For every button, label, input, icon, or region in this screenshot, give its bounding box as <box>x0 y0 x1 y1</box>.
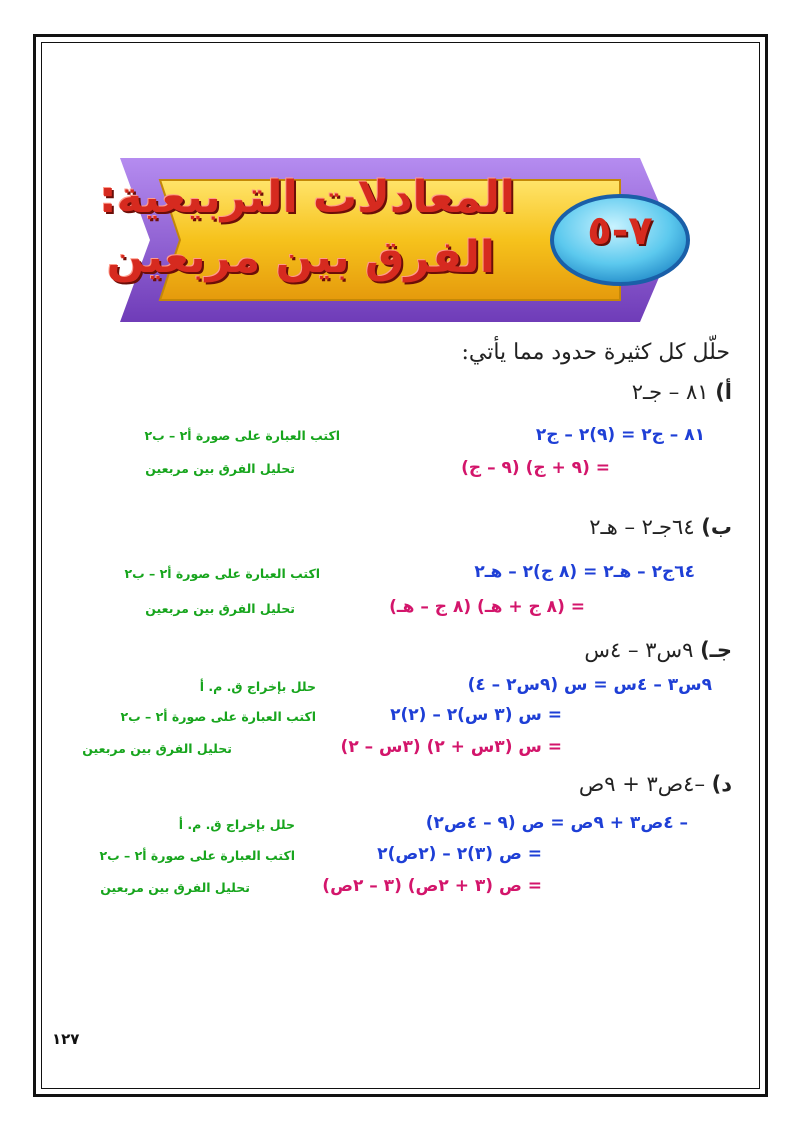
problem-d-note-1: حلل بإخراج ق. م. أ <box>178 817 295 832</box>
problem-c-note-3: تحليل الفرق بين مربعين <box>82 741 232 756</box>
problem-a-note-1: اكتب العبارة على صورة أ٢ – ب٢ <box>144 428 340 443</box>
problem-b-expression: ٦٤جـ٢ – هـ٢ <box>589 515 695 539</box>
problem-a-heading <box>632 380 732 404</box>
problem-c-label: جـ) <box>700 638 732 662</box>
problem-b-note-2: تحليل الفرق بين مربعين <box>145 601 295 616</box>
lesson-title-line1: المعادلات التربيعية: <box>99 172 515 223</box>
problem-a-note-2: تحليل الفرق بين مربعين <box>145 461 295 476</box>
problem-c-heading <box>584 638 732 662</box>
problem-a-step-1: ٨١ – ج٢ = (٩)٢ – ج٢ <box>535 425 705 445</box>
problem-c-expression: ٩س٣ – ٤س <box>584 638 694 662</box>
problem-d-heading <box>579 772 732 796</box>
lesson-banner <box>99 150 700 330</box>
page-number: ١٢٧ <box>52 1030 80 1048</box>
problem-d-step-2: = ص (٣)٢ – (٢ص)٢ <box>377 844 542 864</box>
problem-c-step-2: = س (٣ س)٢ – (٢)٢ <box>390 705 562 725</box>
problem-b-step-2: = (٨ ج + هـ) (٨ ج – هـ) <box>389 597 585 617</box>
problem-c-step-1: ٩س٣ – ٤س = س (٩س٢ – ٤) <box>467 675 712 695</box>
problem-d-label: د) <box>711 772 732 796</box>
problem-d-step-1: – ٤ص٣ + ٩ص = ص (٩ – ٤ص٢) <box>425 813 688 833</box>
problem-a-expression: ٨١ – جـ٢ <box>631 380 709 404</box>
problem-b-note-1: اكتب العبارة على صورة أ٢ – ب٢ <box>124 566 320 581</box>
lesson-title-line2: الفرق بين مربعين <box>106 232 495 283</box>
problem-d-note-2: اكتب العبارة على صورة أ٢ – ب٢ <box>99 848 295 863</box>
problem-a-label: أ) <box>715 380 732 404</box>
problem-a-step-2: = (٩ + ج) (٩ – ج) <box>461 458 610 478</box>
instructions-text: حلّل كل كثيرة حدود مما يأتي: <box>461 340 730 365</box>
problem-d-note-3: تحليل الفرق بين مربعين <box>100 880 250 895</box>
problem-b-step-1: ٦٤ج٢ – هـ٢ = (٨ ج)٢ – هـ٢ <box>474 562 695 582</box>
problem-c-note-2: اكتب العبارة على صورة أ٢ – ب٢ <box>120 709 316 724</box>
problem-c-note-1: حلل بإخراج ق. م. أ <box>199 679 316 694</box>
problem-c-step-3: = س (٣س + ٢) (٣س – ٢) <box>340 737 562 757</box>
problem-b-heading <box>589 515 732 539</box>
problem-d-step-3: = ص (٣ + ٢ص) (٣ – ٢ص) <box>322 876 542 896</box>
problem-b-label: ب) <box>701 515 732 539</box>
problem-d-expression: –٤ص٣ + ٩ص <box>578 772 705 796</box>
lesson-number: ٧-٥ <box>587 208 653 254</box>
